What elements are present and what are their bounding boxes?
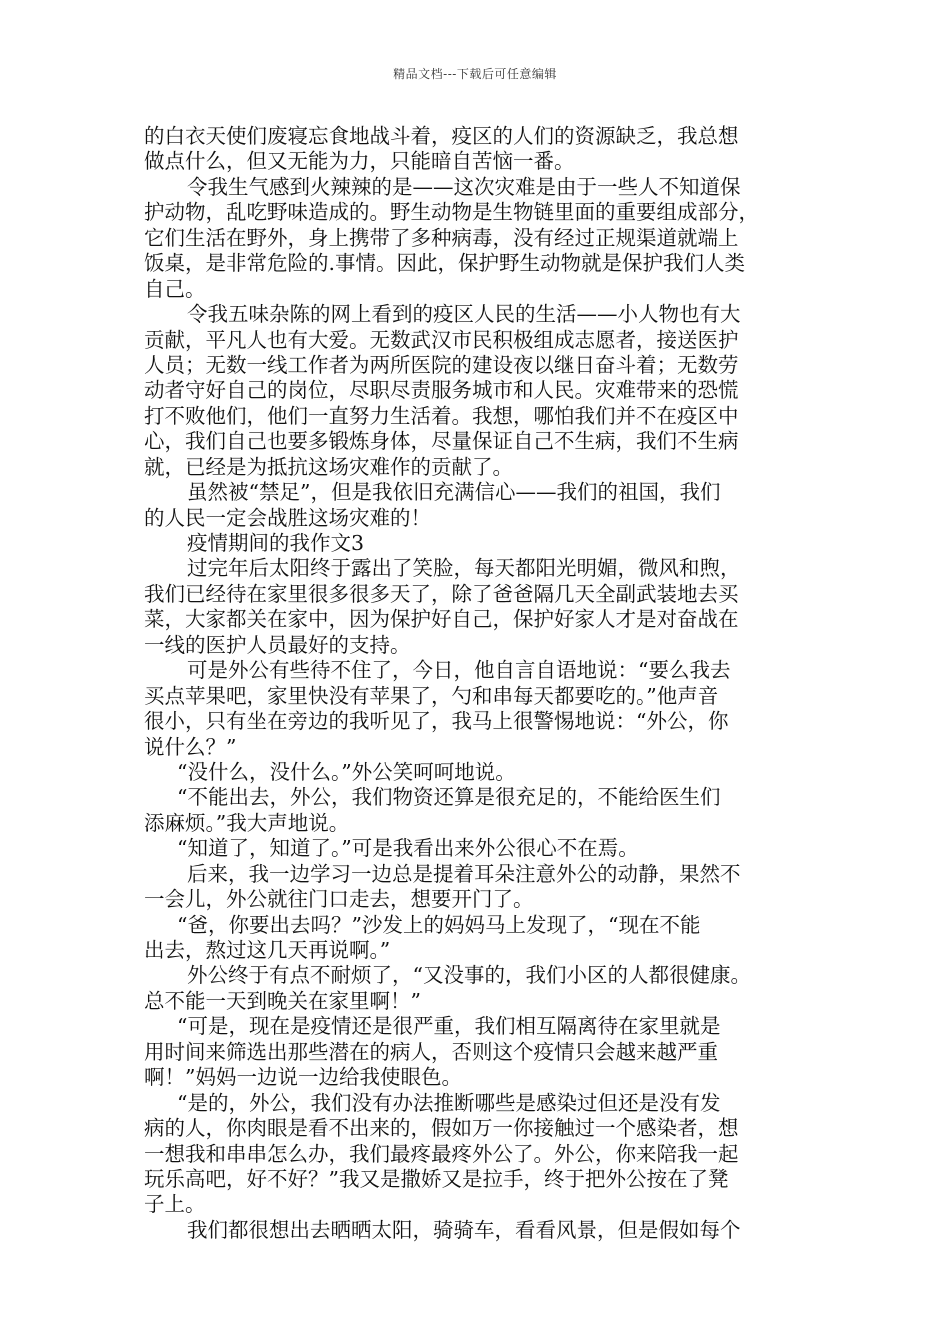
text-line: “爸，你要出去吗？”沙发上的妈妈马上发现了，“现在不能 xyxy=(177,912,701,937)
text-line: 的人民一定会战胜这场灾难的！ xyxy=(144,505,431,530)
text-line: 虽然被“禁足”，但是我依旧充满信心——我们的祖国，我们 xyxy=(187,480,721,505)
text-line: 我们已经待在家里很多很多天了，除了爸爸隔几天全副武装地去买 xyxy=(144,581,739,606)
text-line: 做点什么，但又无能为力，只能暗自苦恼一番。 xyxy=(144,149,575,174)
text-line: 人员；无数一线工作者为两所医院的建设夜以继日奋斗着；无数劳 xyxy=(144,352,739,377)
text-line: 添麻烦。”我大声地说。 xyxy=(144,810,350,835)
text-line: 可是外公有些待不住了，今日，他自言自语地说：“要么我去 xyxy=(187,658,731,683)
text-line: 护动物，乱吃野味造成的。野生动物是生物链里面的重要组成部分， xyxy=(144,200,759,225)
text-line: 的白衣天使们废寝忘食地战斗着，疫区的人们的资源缺乏，我总想 xyxy=(144,124,739,148)
text-line: “不能出去，外公，我们物资还算是很充足的，不能给医生们 xyxy=(177,785,721,810)
text-line: “知道了，知道了。”可是我看出来外公很心不在焉。 xyxy=(177,836,639,861)
text-line: 过完年后太阳终于露出了笑脸，每天都阳光明媚，微风和煦， xyxy=(187,556,741,581)
text-line: 动者守好自己的岗位，尽职尽责服务城市和人民。灾难带来的恐慌 xyxy=(144,378,739,403)
text-line: 后来，我一边学习一边总是提着耳朵注意外公的动静，果然不 xyxy=(187,861,741,886)
text-line: 疫情期间的我作文3 xyxy=(187,531,365,555)
text-line: “是的，外公，我们没有办法推断哪些是感染过但还是没有发 xyxy=(177,1090,721,1115)
text-line: 用时间来筛选出那些潜在的病人，否则这个疫情只会越来越严重 xyxy=(144,1039,718,1064)
text-line: 出去，熬过这几天再说啊。” xyxy=(144,938,391,962)
page-header: 精品文档---下载后可任意编辑 xyxy=(393,67,557,81)
text-line: 啊！”妈妈一边说一边给我使眼色。 xyxy=(144,1065,462,1090)
text-line: 饭桌，是非常危险的.事情。因此，保护野生动物就是保护我们人类 xyxy=(144,251,746,276)
text-line: “可是，现在是疫情还是很严重，我们相互隔离待在家里就是 xyxy=(177,1014,721,1039)
text-line: 外公终于有点不耐烦了，“又没事的，我们小区的人都很健康。 xyxy=(187,963,751,988)
text-line: 一线的医护人员最好的支持。 xyxy=(144,632,411,657)
text-line: 令我生气感到火辣辣的是——这次灾难是由于一些人不知道保 xyxy=(187,174,741,199)
text-line: 说什么？” xyxy=(144,734,237,759)
text-line: 子上。 xyxy=(144,1192,206,1217)
text-line: 一想我和串串怎么办，我们最疼最疼外公了。外公，你来陪我一起 xyxy=(144,1141,739,1166)
text-line: 贡献，平凡人也有大爱。无数武汉市民积极组成志愿者，接送医护 xyxy=(144,327,739,352)
text-line: 总不能一天到晚关在家里啊！” xyxy=(144,988,421,1013)
text-line: 很小，只有坐在旁边的我听见了，我马上很警惕地说：“外公，你 xyxy=(144,709,729,734)
text-line: 玩乐高吧，好不好？”我又是撒娇又是拉手，终于把外公按在了凳 xyxy=(144,1166,729,1191)
text-line: 打不败他们，他们一直努力生活着。我想，哪怕我们并不在疫区中 xyxy=(144,403,739,428)
text-line: 菜，大家都关在家中，因为保护好自己，保护好家人才是对奋战在 xyxy=(144,607,739,632)
text-line: 就，已经是为抵抗这场灾难作的贡献了。 xyxy=(144,454,513,479)
text-line: 一会儿，外公就往门口走去，想要开门了。 xyxy=(144,887,534,912)
text-line: 自己。 xyxy=(144,276,206,301)
text-line: 令我五味杂陈的网上看到的疫区人民的生活——小人物也有大 xyxy=(187,302,741,327)
text-line: 病的人，你肉眼是看不出来的，假如万一你接触过一个感染者，想 xyxy=(144,1116,739,1141)
text-line: 买点苹果吧，家里快没有苹果了，勺和串每天都要吃的。”他声音 xyxy=(144,683,719,708)
text-line: 心，我们自己也要多锻炼身体，尽量保证自己不生病，我们不生病 xyxy=(144,429,739,454)
document-body xyxy=(144,124,844,1243)
text-line: “没什么，没什么。”外公笑呵呵地说。 xyxy=(177,759,516,784)
text-line: 它们生活在野外，身上携带了多种病毒，没有经过正规渠道就端上 xyxy=(144,225,739,250)
text-line: 我们都很想出去晒晒太阳，骑骑车，看看风景，但是假如每个 xyxy=(187,1217,741,1242)
